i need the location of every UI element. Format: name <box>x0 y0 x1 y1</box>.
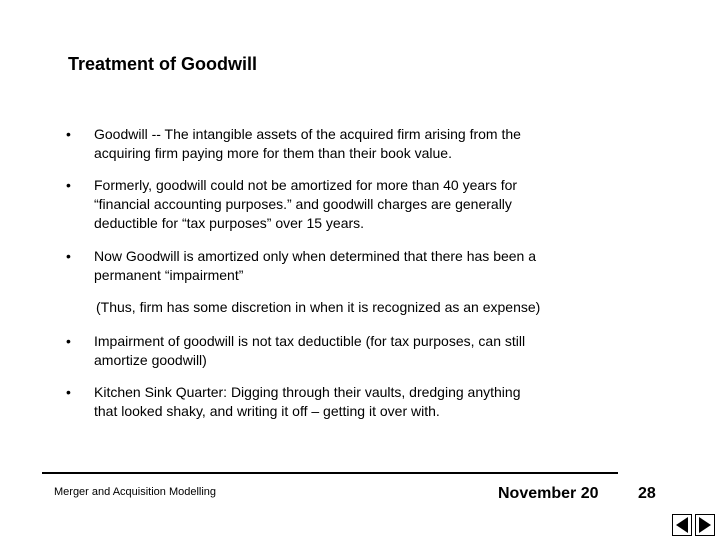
text-line: permanent “impairment” <box>94 267 244 283</box>
text-line: Impairment of goodwill is not tax deductible (for tax purposes, can still <box>94 333 526 349</box>
bullet-text-impairment <box>94 247 634 285</box>
bullet-text-kitchen-sink <box>94 383 634 421</box>
previous-slide-button[interactable] <box>672 514 692 536</box>
text-line: acquiring firm paying more for them than their book value. <box>94 145 452 161</box>
text-line: Goodwill -- The intangible assets of the acquired firm arising from the <box>94 126 521 142</box>
bullet-marker: • <box>66 177 71 193</box>
footer-date: November 20 <box>498 485 599 502</box>
next-slide-button[interactable] <box>695 514 715 536</box>
bullet-text-former-treatment <box>94 176 634 233</box>
bullet-text-goodwill-definition <box>94 125 634 163</box>
footer-divider <box>42 472 618 474</box>
bullet-text-tax-deductibility <box>94 332 634 370</box>
text-line: Kitchen Sink Quarter: Digging through their vaults, dredging anything <box>94 384 521 400</box>
text-line: amortize goodwill) <box>94 352 207 368</box>
bullet-marker: • <box>66 333 71 349</box>
triangle-left-icon <box>673 515 691 535</box>
text-line: deductible for “tax purposes” over 15 years. <box>94 215 365 231</box>
text-line: “financial accounting purposes.” and goodwill charges are generally <box>94 196 512 212</box>
bullet-marker: • <box>66 384 71 400</box>
discretion-note: (Thus, firm has some discretion in when it is recognized as an expense) <box>96 299 541 315</box>
text-line: Formerly, goodwill could not be amortized for more than 40 years for <box>94 177 518 193</box>
bullet-marker: • <box>66 126 71 142</box>
bullet-marker: • <box>66 248 71 264</box>
triangle-right-icon <box>696 515 714 535</box>
page-title: Treatment of Goodwill <box>68 54 258 74</box>
text-line: Now Goodwill is amortized only when determined that there has been a <box>94 248 537 264</box>
footer-course-title: Merger and Acquisition Modelling <box>54 486 217 498</box>
page-number: 28 <box>638 485 656 502</box>
text-line: that looked shaky, and writing it off – getting it over with. <box>94 403 440 419</box>
